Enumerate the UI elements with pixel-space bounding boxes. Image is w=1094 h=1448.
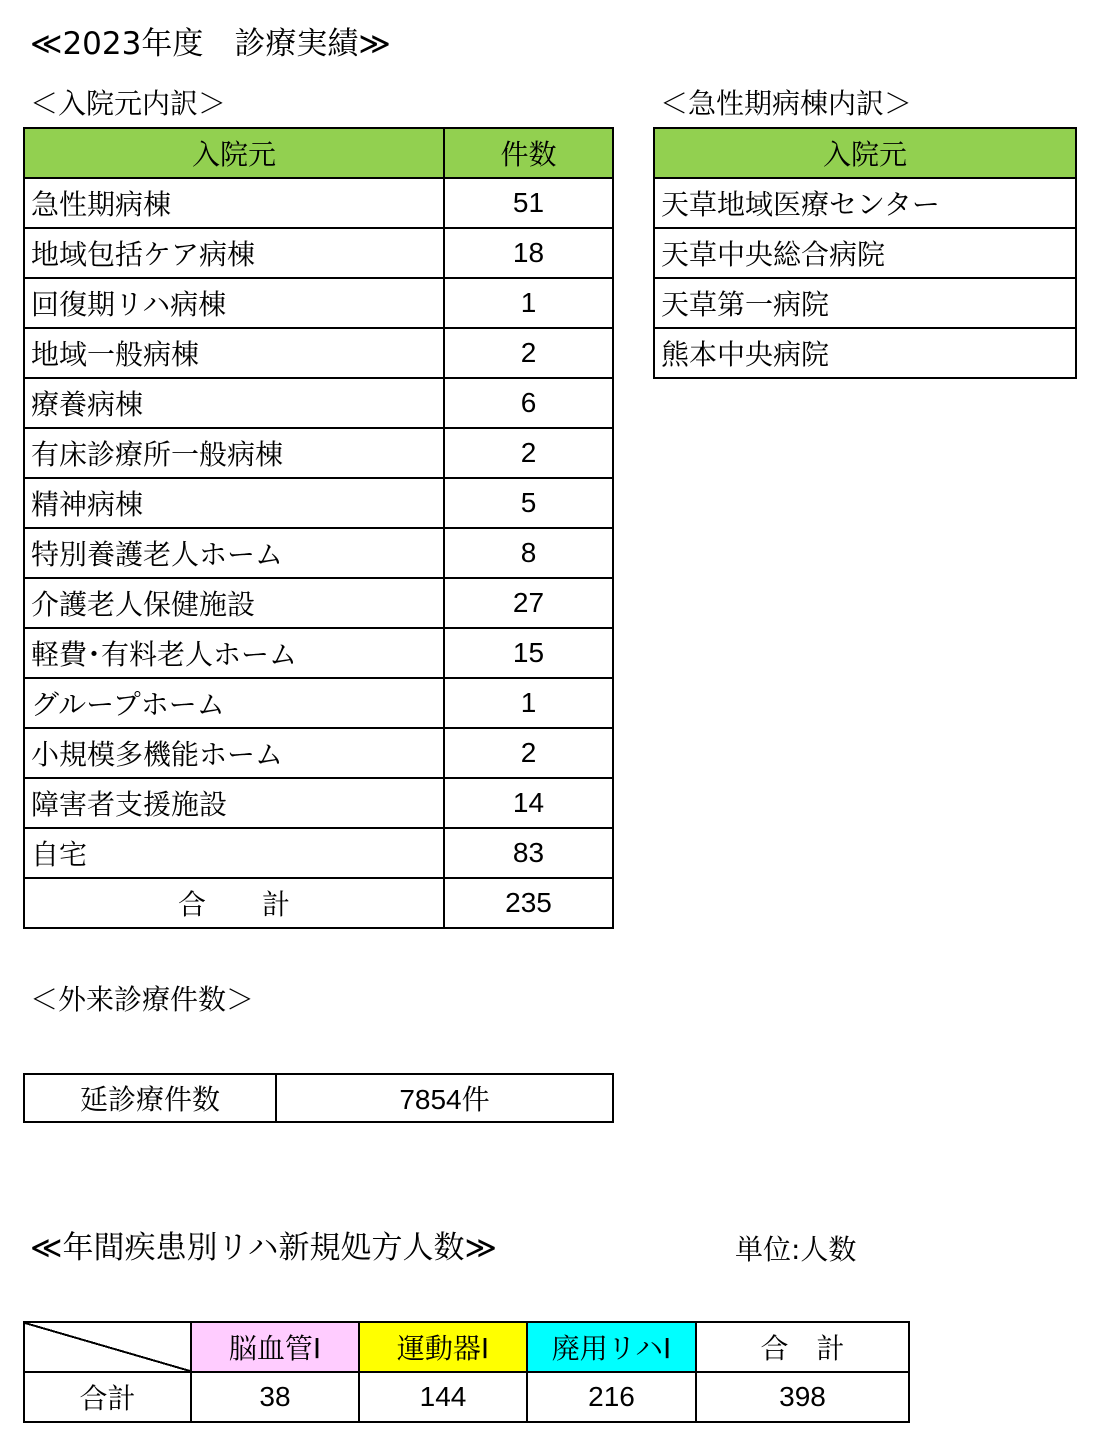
table-row: [654, 328, 1076, 378]
admission-count-cell: 5: [444, 478, 613, 528]
table-row: [24, 428, 613, 478]
acute-hospital-cell: 天草中央総合病院: [654, 228, 1076, 278]
admission-source-cell: 障害者支援施設: [24, 778, 444, 828]
admission-source-cell: 回復期リハ病棟: [24, 278, 444, 328]
admission-heading: ＜入院元内訳＞: [30, 87, 227, 120]
col-count-header: 件数: [444, 128, 613, 178]
acute-table: [653, 127, 1077, 379]
table-row: [654, 178, 1076, 228]
admission-source-cell: 自宅: [24, 828, 444, 878]
admission-count-cell: 8: [444, 528, 613, 578]
table-row: [24, 478, 613, 528]
rehab-table: [23, 1321, 910, 1423]
page-title: ≪2023年度 診療実績≫: [30, 26, 391, 62]
value-cerebrovascular: 38: [191, 1372, 359, 1422]
table-row: [24, 328, 613, 378]
header-total: 合 計: [696, 1322, 909, 1372]
admission-source-cell: 地域一般病棟: [24, 328, 444, 378]
total-label: 合 計: [24, 878, 444, 928]
admission-source-cell: 療養病棟: [24, 378, 444, 428]
table-row: [24, 578, 613, 628]
admission-source-cell: 精神病棟: [24, 478, 444, 528]
admission-table: [23, 127, 614, 929]
col-source-header: 入院元: [24, 128, 444, 178]
admission-count-cell: 18: [444, 228, 613, 278]
table-row: [24, 678, 613, 728]
admission-count-cell: 27: [444, 578, 613, 628]
table-row: [24, 728, 613, 778]
admission-source-cell: 小規模多機能ホーム: [24, 728, 444, 778]
value-total: 398: [696, 1372, 909, 1422]
outpatient-heading: ＜外来診療件数＞: [30, 983, 255, 1016]
acute-header-row: [654, 128, 1076, 178]
table-row: [24, 378, 613, 428]
header-musculoskeletal: 運動器Ⅰ: [359, 1322, 527, 1372]
admission-source-cell: 介護老人保健施設: [24, 578, 444, 628]
table-row: [24, 528, 613, 578]
admission-count-cell: 15: [444, 628, 613, 678]
outpatient-value: 7854件: [276, 1074, 613, 1122]
table-row: [24, 278, 613, 328]
admission-count-cell: 1: [444, 678, 613, 728]
admission-source-cell: 特別養護老人ホーム: [24, 528, 444, 578]
admission-count-cell: 14: [444, 778, 613, 828]
table-row: [24, 228, 613, 278]
admission-total-row: [24, 878, 613, 928]
admission-count-cell: 83: [444, 828, 613, 878]
diagonal-corner-cell: [24, 1322, 191, 1372]
admission-count-cell: 1: [444, 278, 613, 328]
acute-hospital-cell: 天草第一病院: [654, 278, 1076, 328]
admission-count-cell: 51: [444, 178, 613, 228]
acute-hospital-cell: 熊本中央病院: [654, 328, 1076, 378]
admission-count-cell: 6: [444, 378, 613, 428]
acute-hospital-cell: 天草地域医療センター: [654, 178, 1076, 228]
value-musculoskeletal: 144: [359, 1372, 527, 1422]
admission-source-cell: グループホーム: [24, 678, 444, 728]
rehab-header-row: [24, 1322, 909, 1372]
admission-source-cell: 地域包括ケア病棟: [24, 228, 444, 278]
table-row: [654, 278, 1076, 328]
header-disuse: 廃用リハⅠ: [527, 1322, 696, 1372]
admission-source-cell: 軽費･有料老人ホーム: [24, 628, 444, 678]
acute-col-source-header: 入院元: [654, 128, 1076, 178]
table-row: [24, 778, 613, 828]
table-row: [654, 228, 1076, 278]
acute-heading: ＜急性期病棟内訳＞: [660, 87, 913, 120]
rehab-row-label: 合計: [24, 1372, 191, 1422]
table-row: [24, 178, 613, 228]
value-disuse: 216: [527, 1372, 696, 1422]
rehab-heading: ≪年間疾患別リハ新規処方人数≫: [30, 1230, 497, 1266]
admission-source-cell: 有床診療所一般病棟: [24, 428, 444, 478]
admission-count-cell: 2: [444, 728, 613, 778]
header-cerebrovascular: 脳血管Ⅰ: [191, 1322, 359, 1372]
table-row: [24, 828, 613, 878]
rehab-value-row: [24, 1372, 909, 1422]
admission-count-cell: 2: [444, 328, 613, 378]
admission-header-row: [24, 128, 613, 178]
outpatient-table: [23, 1073, 614, 1123]
admission-source-cell: 急性期病棟: [24, 178, 444, 228]
table-row: [24, 628, 613, 678]
admission-count-cell: 2: [444, 428, 613, 478]
outpatient-label: 延診療件数: [24, 1074, 276, 1122]
total-count: 235: [444, 878, 613, 928]
rehab-unit: 単位:人数: [735, 1233, 857, 1266]
